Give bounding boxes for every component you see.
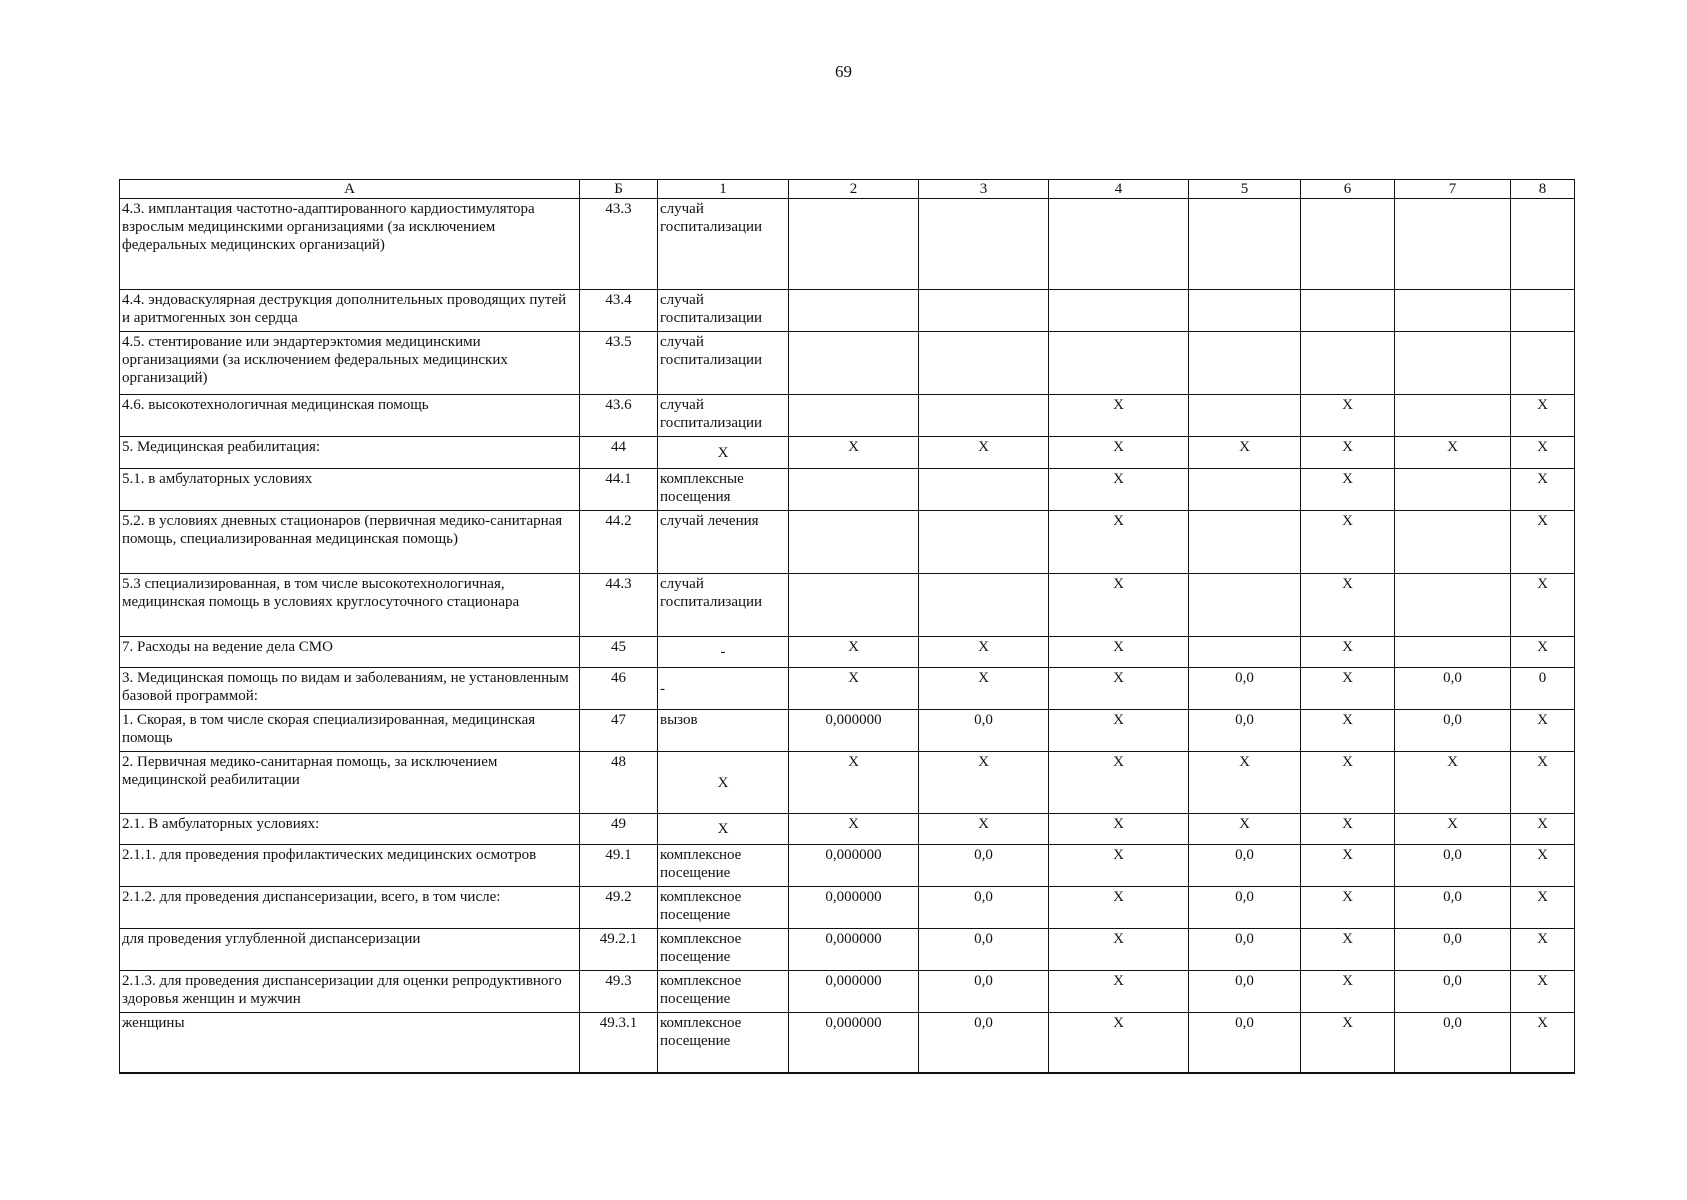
column-header: 5 [1189, 180, 1301, 199]
row-unit: случай госпитализации [658, 290, 789, 332]
cell-value: X [789, 752, 919, 814]
cell-value [919, 290, 1049, 332]
cell-value [789, 511, 919, 574]
cell-value: 0,0 [919, 929, 1049, 971]
cell-value: X [1049, 710, 1189, 752]
row-description: 2.1.3. для проведения диспансеризации для оценки репродуктивного здоровья женщин и мужчин [120, 971, 580, 1013]
cell-value: X [1511, 1013, 1575, 1073]
cell-value: X [1511, 437, 1575, 469]
cell-value: X [1511, 971, 1575, 1013]
table-row [120, 395, 1575, 437]
cell-value: X [1189, 437, 1301, 469]
cell-value [1395, 511, 1511, 574]
cell-value: X [1049, 814, 1189, 845]
column-header: 7 [1395, 180, 1511, 199]
table-row [120, 332, 1575, 395]
row-description: 7. Расходы на ведение дела СМО [120, 637, 580, 668]
cell-value: 0,0 [1189, 887, 1301, 929]
cell-value: 0,0 [1395, 668, 1511, 710]
cell-value [1189, 511, 1301, 574]
cell-value: X [789, 814, 919, 845]
cell-value [919, 469, 1049, 511]
row-description: 2.1.2. для проведения диспансеризации, всего, в том числе: [120, 887, 580, 929]
cell-value: X [919, 752, 1049, 814]
column-header: 2 [789, 180, 919, 199]
cell-value: X [1301, 971, 1395, 1013]
cell-value: X [1301, 814, 1395, 845]
row-unit: случай госпитализации [658, 574, 789, 637]
cell-value [1189, 332, 1301, 395]
cell-value: 0,0 [919, 887, 1049, 929]
table-row [120, 469, 1575, 511]
cell-value: X [789, 668, 919, 710]
row-description: 3. Медицинская помощь по видам и заболеваниям, не установленным базовой программой: [120, 668, 580, 710]
row-unit: случай госпитализации [658, 332, 789, 395]
row-unit: комплексное посещение [658, 1013, 789, 1073]
cell-value: 0,0 [1189, 1013, 1301, 1073]
cell-value: X [1049, 574, 1189, 637]
row-unit: комплексное посещение [658, 971, 789, 1013]
cell-value: 0,0 [919, 971, 1049, 1013]
cell-value: 0,0 [1395, 887, 1511, 929]
row-unit: - [658, 637, 789, 668]
cell-value: 0,0 [919, 1013, 1049, 1073]
cell-value: X [1049, 845, 1189, 887]
row-code: 49.1 [580, 845, 658, 887]
row-unit: X [658, 814, 789, 845]
table-row [120, 710, 1575, 752]
column-header: 6 [1301, 180, 1395, 199]
row-code: 43.4 [580, 290, 658, 332]
row-unit: вызов [658, 710, 789, 752]
row-description: женщины [120, 1013, 580, 1073]
cell-value: X [1301, 574, 1395, 637]
row-code: 49.3.1 [580, 1013, 658, 1073]
cell-value: X [1049, 1013, 1189, 1073]
table-row [120, 290, 1575, 332]
cell-value: X [1049, 637, 1189, 668]
cell-value: X [1395, 752, 1511, 814]
cell-value: X [1301, 511, 1395, 574]
row-code: 49 [580, 814, 658, 845]
cell-value [919, 199, 1049, 290]
cell-value: X [1511, 637, 1575, 668]
cell-value: X [1395, 437, 1511, 469]
cell-value [1049, 332, 1189, 395]
cell-value: X [1301, 437, 1395, 469]
row-unit: случай госпитализации [658, 395, 789, 437]
cell-value: X [1049, 469, 1189, 511]
cell-value: 0,0 [919, 710, 1049, 752]
cell-value: X [1049, 752, 1189, 814]
row-unit: X [658, 437, 789, 469]
cell-value: X [919, 637, 1049, 668]
row-unit: случай лечения [658, 511, 789, 574]
cell-value: 0,0 [1189, 845, 1301, 887]
cell-value: X [1511, 929, 1575, 971]
cell-value [1511, 332, 1575, 395]
cell-value: X [1189, 752, 1301, 814]
row-code: 43.6 [580, 395, 658, 437]
column-header: 4 [1049, 180, 1189, 199]
table-row [120, 199, 1575, 290]
cell-value [1189, 637, 1301, 668]
cell-value [1189, 290, 1301, 332]
table-row [120, 668, 1575, 710]
cell-value [1301, 332, 1395, 395]
row-code: 44.2 [580, 511, 658, 574]
cell-value: X [789, 637, 919, 668]
cell-value: X [1301, 395, 1395, 437]
cell-value: X [1511, 511, 1575, 574]
column-header: 8 [1511, 180, 1575, 199]
column-header: 1 [658, 180, 789, 199]
row-code: 43.3 [580, 199, 658, 290]
row-code: 45 [580, 637, 658, 668]
cell-value: X [919, 814, 1049, 845]
row-code: 44.1 [580, 469, 658, 511]
row-code: 49.2 [580, 887, 658, 929]
row-description: 1. Скорая, в том числе скорая специализированная, медицинская помощь [120, 710, 580, 752]
row-unit: - [658, 668, 789, 710]
cell-value: X [1511, 814, 1575, 845]
cell-value: X [1301, 887, 1395, 929]
row-description: 5.2. в условиях дневных стационаров (первичная медико-санитарная помощь, специализированная медицинская помощь) [120, 511, 580, 574]
cell-value [1301, 290, 1395, 332]
cell-value: 0,0 [1395, 845, 1511, 887]
cell-value: X [1049, 971, 1189, 1013]
row-code: 44 [580, 437, 658, 469]
cell-value [919, 395, 1049, 437]
table-row [120, 845, 1575, 887]
cell-value: X [1511, 395, 1575, 437]
cell-value [1049, 199, 1189, 290]
table-row [120, 511, 1575, 574]
cell-value [1511, 199, 1575, 290]
cell-value [1395, 395, 1511, 437]
cell-value: 0,000000 [789, 1013, 919, 1073]
cell-value: X [1395, 814, 1511, 845]
cell-value [1189, 199, 1301, 290]
cell-value: X [1049, 887, 1189, 929]
cell-value: X [1511, 469, 1575, 511]
cell-value [1395, 637, 1511, 668]
cell-value: X [919, 668, 1049, 710]
row-description: 5. Медицинская реабилитация: [120, 437, 580, 469]
cell-value: X [1301, 1013, 1395, 1073]
table-row [120, 1013, 1575, 1073]
cell-value: X [1189, 814, 1301, 845]
header-row [120, 180, 1575, 199]
row-description: 4.3. имплантация частотно-адаптированного кардиостимулятора взрослым медицинскими организациями (за исключением федеральных медицинских организаций) [120, 199, 580, 290]
row-unit: X [658, 752, 789, 814]
cell-value [919, 574, 1049, 637]
row-code: 46 [580, 668, 658, 710]
cell-value [1395, 199, 1511, 290]
table-row [120, 574, 1575, 637]
table-row [120, 929, 1575, 971]
row-description: 4.4. эндоваскулярная деструкция дополнительных проводящих путей и аритмогенных зон сердца [120, 290, 580, 332]
cell-value: X [1511, 887, 1575, 929]
cell-value: X [1511, 752, 1575, 814]
cell-value: X [1049, 668, 1189, 710]
cell-value [789, 199, 919, 290]
cell-value: 0,0 [1395, 971, 1511, 1013]
page-number: 69 [835, 62, 852, 81]
cell-value: X [1511, 845, 1575, 887]
cell-value [1395, 469, 1511, 511]
cell-value: X [919, 437, 1049, 469]
cell-value: X [1049, 511, 1189, 574]
row-code: 47 [580, 710, 658, 752]
cell-value [789, 332, 919, 395]
row-description: 5.3 специализированная, в том числе высокотехнологичная, медицинская помощь в условиях круглосуточного стационара [120, 574, 580, 637]
cell-value [1049, 290, 1189, 332]
cell-value: X [1049, 437, 1189, 469]
cell-value [789, 574, 919, 637]
row-description: 2. Первичная медико-санитарная помощь, за исключением медицинской реабилитации [120, 752, 580, 814]
cell-value: X [1301, 929, 1395, 971]
row-description: 5.1. в амбулаторных условиях [120, 469, 580, 511]
cell-value: 0,0 [919, 845, 1049, 887]
row-description: 4.5. стентирование или эндартерэктомия медицинскими организациями (за исключением федеральных медицинских организаций) [120, 332, 580, 395]
cell-value: X [1301, 845, 1395, 887]
cell-value: 0,0 [1395, 929, 1511, 971]
cell-value [1395, 332, 1511, 395]
row-code: 49.2.1 [580, 929, 658, 971]
cell-value: X [1301, 668, 1395, 710]
cell-value: X [789, 437, 919, 469]
table-row [120, 637, 1575, 668]
row-description: 2.1.1. для проведения профилактических медицинских осмотров [120, 845, 580, 887]
table-row [120, 971, 1575, 1013]
cell-value: 0,000000 [789, 845, 919, 887]
cell-value [919, 511, 1049, 574]
cell-value: X [1301, 469, 1395, 511]
table-row [120, 437, 1575, 469]
row-unit: комплексное посещение [658, 845, 789, 887]
cell-value [1511, 290, 1575, 332]
cell-value: X [1301, 637, 1395, 668]
cell-value: 0,0 [1395, 710, 1511, 752]
cell-value [1395, 574, 1511, 637]
cell-value: 0,0 [1189, 971, 1301, 1013]
cell-value: 0 [1511, 668, 1575, 710]
cell-value: X [1301, 752, 1395, 814]
row-unit: комплексное посещение [658, 929, 789, 971]
cell-value: 0,0 [1189, 929, 1301, 971]
cell-value: 0,0 [1189, 668, 1301, 710]
cell-value [919, 332, 1049, 395]
row-description: 2.1. В амбулаторных условиях: [120, 814, 580, 845]
cell-value [1189, 574, 1301, 637]
column-header: 3 [919, 180, 1049, 199]
cell-value: X [1049, 929, 1189, 971]
column-header: Б [580, 180, 658, 199]
cell-value: 0,000000 [789, 710, 919, 752]
data-table [119, 179, 1575, 1074]
row-code: 49.3 [580, 971, 658, 1013]
cell-value: X [1049, 395, 1189, 437]
row-code: 44.3 [580, 574, 658, 637]
row-code: 48 [580, 752, 658, 814]
cell-value: 0,0 [1189, 710, 1301, 752]
cell-value: X [1511, 574, 1575, 637]
cell-value [1189, 469, 1301, 511]
row-unit: случай госпитализации [658, 199, 789, 290]
row-unit: комплексное посещение [658, 887, 789, 929]
cell-value [789, 395, 919, 437]
cell-value: 0,0 [1395, 1013, 1511, 1073]
cell-value: 0,000000 [789, 929, 919, 971]
cell-value: 0,000000 [789, 887, 919, 929]
row-description: для проведения углубленной диспансеризации [120, 929, 580, 971]
column-header: А [120, 180, 580, 199]
cell-value [789, 290, 919, 332]
cell-value [1189, 395, 1301, 437]
row-unit: комплексные посещения [658, 469, 789, 511]
cell-value: X [1301, 710, 1395, 752]
table-row [120, 752, 1575, 814]
table-row [120, 814, 1575, 845]
row-description: 4.6. высокотехнологичная медицинская помощь [120, 395, 580, 437]
cell-value: X [1511, 710, 1575, 752]
cell-value [1301, 199, 1395, 290]
cell-value [1395, 290, 1511, 332]
row-code: 43.5 [580, 332, 658, 395]
table-row [120, 887, 1575, 929]
cell-value: 0,000000 [789, 971, 919, 1013]
cell-value [789, 469, 919, 511]
